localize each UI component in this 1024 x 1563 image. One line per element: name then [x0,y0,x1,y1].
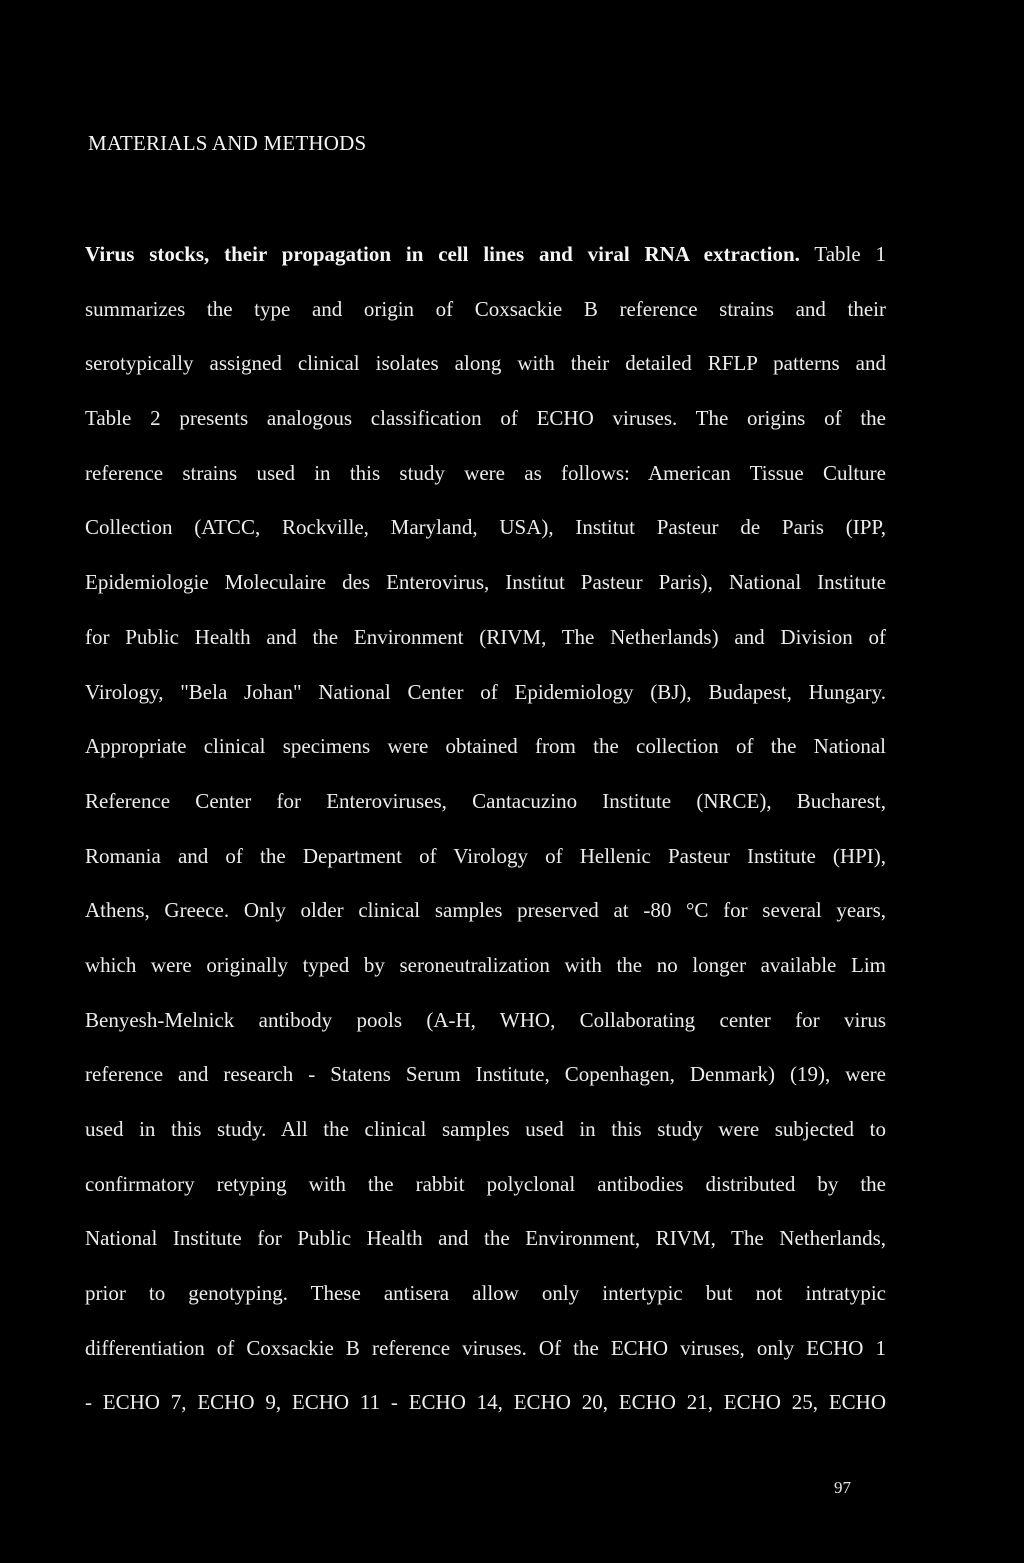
body-line: summarizes the type and origin of Coxsackie B reference strains and their [85,296,886,321]
body-line: differentiation of Coxsackie B reference viruses. Of the ECHO viruses, only ECHO 1 [85,1335,886,1360]
body-line: Romania and of the Department of Virology of Hellenic Pasteur Institute (HPI), [85,843,886,868]
body-line: used in this study. All the clinical samples used in this study were subjected to [85,1117,886,1141]
body-line: Table 2 presents analogous classification of ECHO viruses. The origins of the [85,406,886,431]
page-number: 97 [834,1478,851,1497]
body-line: prior to genotyping. These antisera allow only intertypic but not intratypic [85,1281,886,1306]
subsection-runin-heading: Virus stocks, their propagation in cell lines and viral RNA extraction. [85,242,800,266]
body-line: reference and research - Statens Serum Institute, Copenhagen, Denmark) (19), were [85,1062,886,1087]
body-line: National Institute for Public Health and the Environment, RIVM, The Netherlands, [85,1226,886,1251]
body-line: which were originally typed by seroneutralization with the no longer available Lim [85,952,886,977]
body-line: confirmatory retyping with the rabbit polyclonal antibodies distributed by the [85,1171,886,1196]
body-line: Athens, Greece. Only older clinical samples preserved at -80 °C for several years, [85,898,886,923]
body-line: Epidemiologie Moleculaire des Enterovirus, Institut Pasteur Paris), National Institute [85,570,886,595]
body-line-text: Table 1 [814,242,886,266]
body-paragraph [85,240,886,1443]
body-line: for Public Health and the Environment (RIVM, The Netherlands) and Division of [85,624,886,649]
body-line: Virology, "Bela Johan" National Center of Epidemiology (BJ), Budapest, Hungary. [85,679,886,704]
body-line: serotypically assigned clinical isolates along with their detailed RFLP patterns and [85,351,886,376]
body-line: Benyesh-Melnick antibody pools (A-H, WHO, Collaborating center for virus [85,1007,886,1032]
body-line: Appropriate clinical specimens were obtained from the collection of the National [85,734,886,759]
body-line: Collection (ATCC, Rockville, Maryland, USA), Institut Pasteur de Paris (IPP, [85,515,886,540]
body-line [85,240,886,295]
body-line: Reference Center for Enteroviruses, Cantacuzino Institute (NRCE), Bucharest, [85,788,886,813]
section-heading: MATERIALS AND METHODS [88,131,367,155]
body-line: - ECHO 7, ECHO 9, ECHO 11 - ECHO 14, ECHO 20, ECHO 21, ECHO 25, ECHO [85,1390,886,1415]
body-line: reference strains used in this study were as follows: American Tissue Culture [85,460,886,485]
